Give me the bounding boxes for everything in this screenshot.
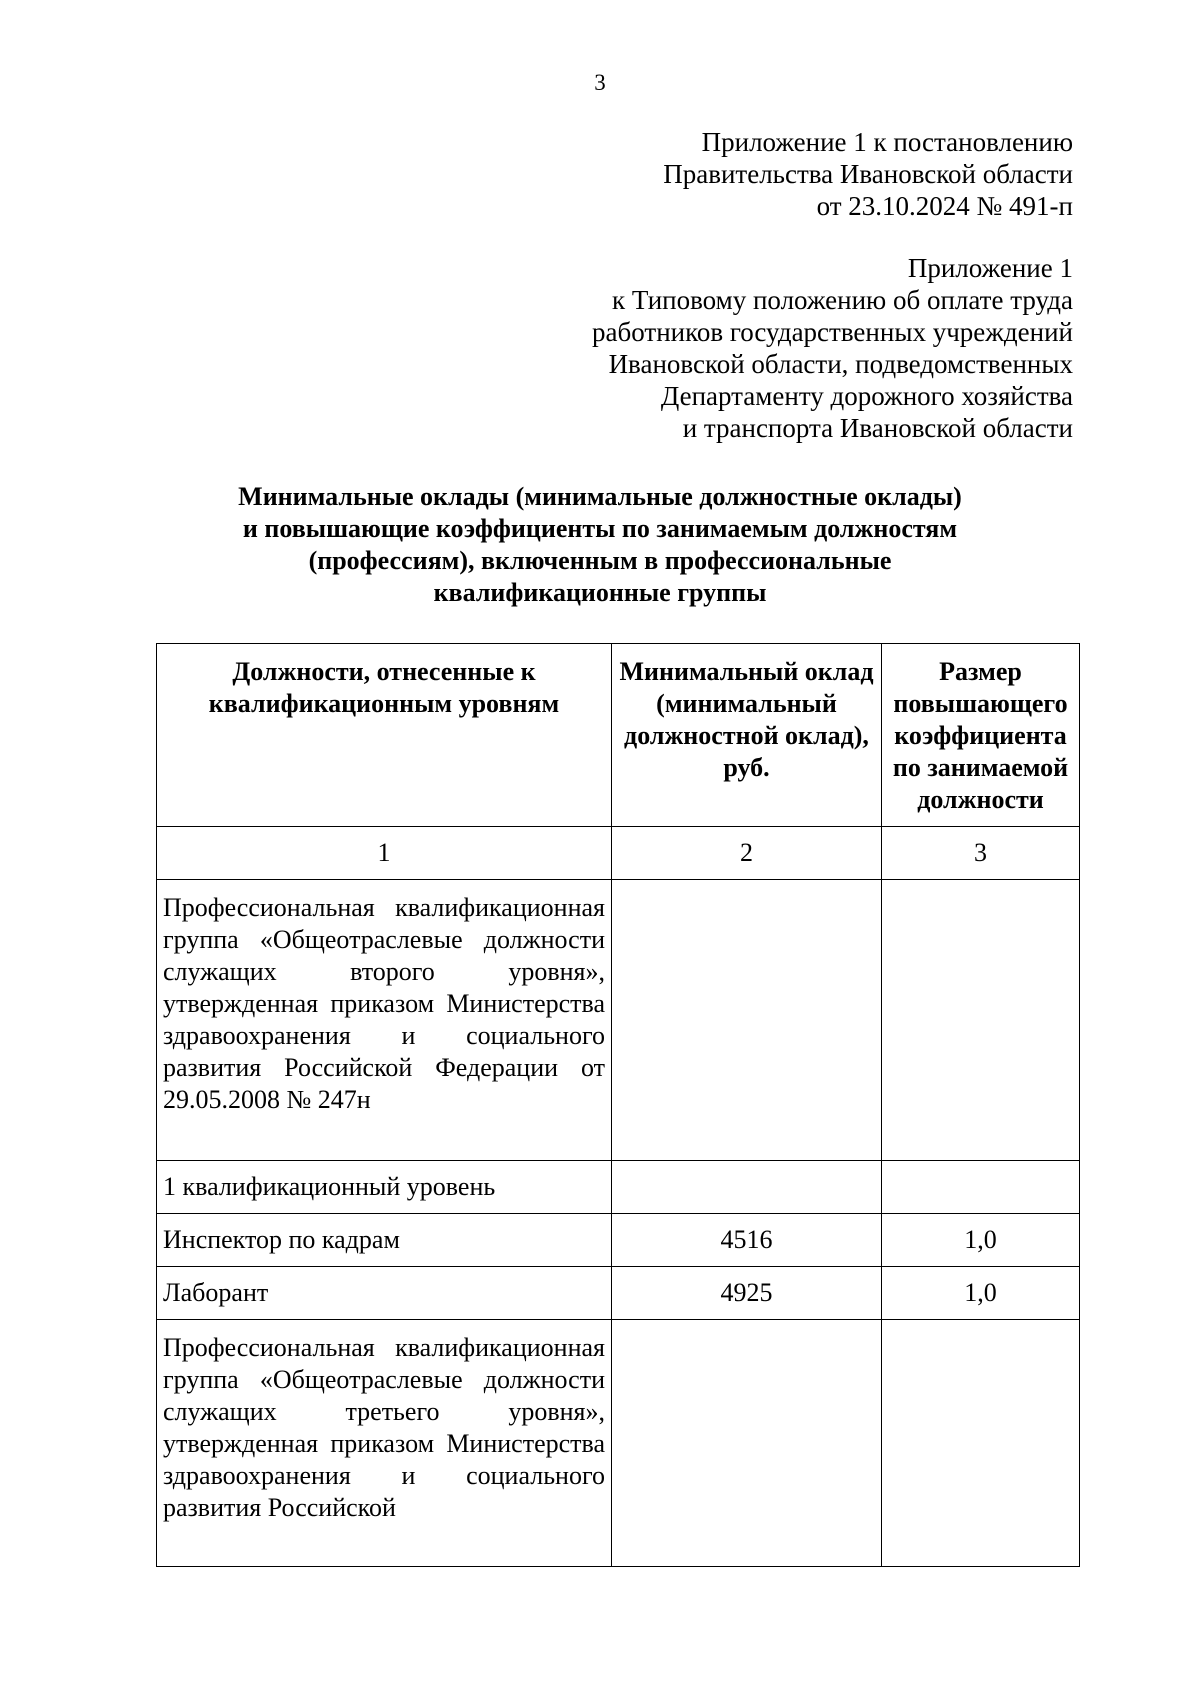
appendix-line: Департаменту дорожного хозяйства xyxy=(660,381,1073,411)
column-number: 3 xyxy=(882,827,1080,880)
appendix-line: Приложение 1 xyxy=(907,253,1073,283)
coefficient-value: 1,0 xyxy=(882,1267,1080,1320)
header-min-salary: Минимальный оклад (минимальный должностной оклад), руб. xyxy=(612,644,882,827)
document-title xyxy=(160,481,1040,609)
page-number: 3 xyxy=(594,70,606,95)
column-number-row xyxy=(157,827,1080,880)
position-name: Лаборант xyxy=(157,1267,612,1320)
empty-cell xyxy=(612,880,882,1161)
column-number: 2 xyxy=(612,827,882,880)
level-label: 1 квалификационный уровень xyxy=(157,1161,612,1214)
appendix-line: работников государственных учреждений xyxy=(592,317,1073,347)
title-line: квалификационные группы xyxy=(433,578,767,607)
group-row xyxy=(157,880,1080,1161)
group-description: Профессиональная квалификационная группа «Общеотраслевые должности служащих второго уровня», утвержденная приказом Министерства здравоохранения и социального развития Российской Федерации от 29.05.2008 № 247н xyxy=(157,880,612,1161)
position-name: Инспектор по кадрам xyxy=(157,1214,612,1267)
header-positions: Должности, отнесенные к квалификационным уровням xyxy=(157,644,612,827)
table-header-row xyxy=(157,644,1080,827)
title-line: и повышающие коэффициенты по занимаемым должностям xyxy=(242,514,958,543)
appendix-line: от 23.10.2024 № 491-п xyxy=(816,191,1073,221)
empty-cell xyxy=(612,1161,882,1214)
level-row xyxy=(157,1161,1080,1214)
title-line: (профессиям), включенным в профессиональные xyxy=(308,546,892,575)
appendix-line: Правительства Ивановской области xyxy=(663,159,1073,189)
salary-value: 4516 xyxy=(612,1214,882,1267)
appendix-line: к Типовому положению об оплате труда xyxy=(612,285,1073,315)
empty-cell xyxy=(882,1161,1080,1214)
group-description: Профессиональная квалификационная группа «Общеотраслевые должности служащих третьего уровня», утвержденная приказом Министерства здравоохранения и социального развития Российской xyxy=(157,1320,612,1567)
table-row xyxy=(157,1214,1080,1267)
salary-value: 4925 xyxy=(612,1267,882,1320)
appendix-line: Ивановской области, подведомственных xyxy=(608,349,1073,379)
header-coefficient: Размер повышающего коэффициента по занимаемой должности xyxy=(882,644,1080,827)
table-row xyxy=(157,1267,1080,1320)
salary-table xyxy=(156,643,1080,1567)
empty-cell xyxy=(882,880,1080,1161)
title-line: Минимальные оклады (минимальные должностные оклады) xyxy=(238,482,962,511)
appendix-resolution-block xyxy=(663,126,1073,222)
column-number: 1 xyxy=(157,827,612,880)
empty-cell xyxy=(882,1320,1080,1567)
empty-cell xyxy=(612,1320,882,1567)
group-row xyxy=(157,1320,1080,1567)
appendix-regulation-block xyxy=(592,252,1073,444)
appendix-line: и транспорта Ивановской области xyxy=(682,413,1073,443)
appendix-line: Приложение 1 к постановлению xyxy=(701,127,1073,157)
coefficient-value: 1,0 xyxy=(882,1214,1080,1267)
